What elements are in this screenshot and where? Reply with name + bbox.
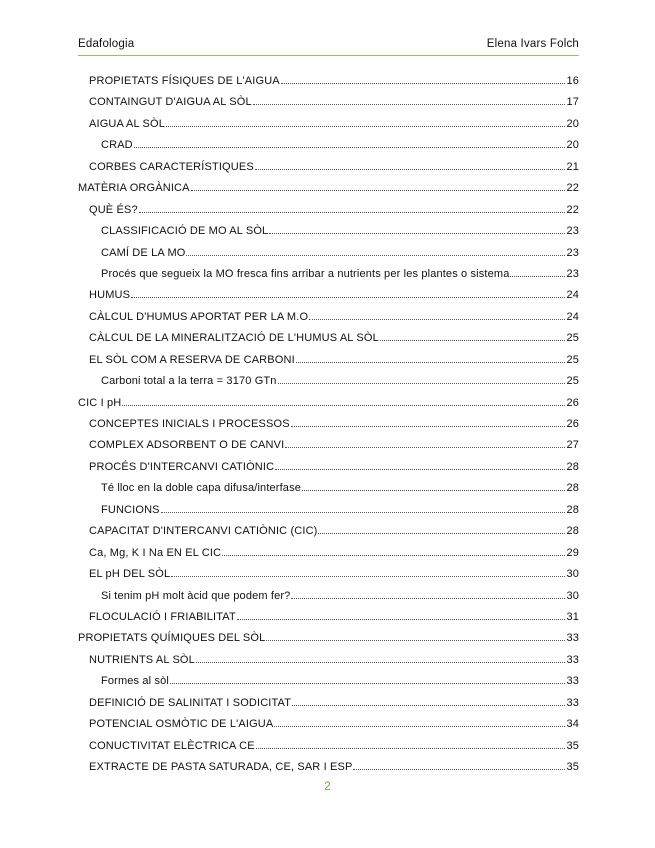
toc-entry-page[interactable]: 23 [566, 246, 579, 259]
toc-entry[interactable] [78, 481, 579, 502]
toc-entry[interactable] [78, 181, 579, 202]
toc-dot-leader [312, 310, 565, 320]
toc-entry-title[interactable]: NUTRIENTS AL SÒL [89, 653, 195, 666]
toc-entry-title[interactable]: CLASSIFICACIÓ DE MO AL SÒL [101, 225, 269, 238]
toc-dot-leader [292, 696, 565, 706]
toc-entry[interactable] [78, 739, 579, 760]
toc-entry[interactable] [78, 417, 579, 438]
toc-entry-page[interactable]: 24 [566, 310, 579, 323]
toc-dot-leader [281, 74, 566, 84]
toc-dot-leader [255, 160, 566, 170]
toc-entry-page[interactable]: 28 [566, 460, 579, 473]
toc-dot-leader [186, 246, 565, 256]
toc-dot-leader [278, 374, 566, 384]
toc-entry[interactable] [78, 631, 579, 652]
toc-entry[interactable] [78, 717, 579, 738]
toc-entry-title[interactable]: POTENCIAL OSMÒTIC DE L'AIGUA [89, 718, 274, 731]
toc-entry[interactable] [78, 203, 579, 224]
toc-entry-title[interactable]: Si tenim pH molt àcid que podem fer? [101, 589, 291, 602]
toc-dot-leader [510, 267, 565, 277]
toc-entry[interactable] [78, 267, 579, 288]
toc-entry-title[interactable]: PROCÉS D'INTERCANVI CATIÒNIC [89, 460, 275, 473]
toc-entry-title[interactable]: Té lloc en la doble capa difusa/interfase [101, 482, 301, 495]
toc-entry-page[interactable]: 29 [566, 546, 579, 559]
toc-entry-title[interactable]: DEFINICIÓ DE SALINITAT I SODICITAT [89, 696, 292, 709]
toc-entry-title[interactable]: PROPIETATS FÍSIQUES DE L'AIGUA [89, 75, 280, 87]
toc-entry[interactable] [78, 524, 579, 545]
toc-entry[interactable] [78, 396, 579, 417]
toc-entry-title[interactable]: CÀLCUL DE LA MINERALITZACIÓ DE L'HUMUS AL SÒL [89, 332, 379, 345]
header-author: Elena Ivars Folch [486, 38, 579, 50]
toc-entry[interactable] [78, 546, 579, 567]
toc-dot-leader [266, 631, 565, 641]
toc-entry-page[interactable]: 25 [566, 353, 579, 366]
toc-entry[interactable] [78, 760, 579, 781]
toc-entry-title[interactable]: QUÈ ÉS? [89, 203, 138, 216]
toc-dot-leader [269, 224, 565, 234]
toc-entry[interactable] [78, 74, 579, 95]
toc-entry[interactable] [78, 503, 579, 524]
toc-dot-leader [237, 610, 566, 620]
header-divider [78, 55, 579, 56]
toc-entry-page[interactable]: 23 [566, 267, 579, 280]
toc-dot-leader [222, 546, 565, 556]
toc-dot-leader [291, 417, 566, 427]
toc-dot-leader [296, 353, 566, 363]
table-of-contents [78, 74, 579, 781]
toc-entry-title[interactable]: CÀLCUL D'HUMUS APORTAT PER LA M.O. [89, 310, 312, 323]
toc-entry-title[interactable]: FUNCIONS [101, 503, 160, 516]
toc-entry-page[interactable]: 23 [566, 225, 579, 238]
toc-entry-title[interactable]: MATÈRIA ORGÀNICA [78, 182, 190, 195]
toc-dot-leader [166, 117, 565, 127]
toc-dot-leader [256, 739, 566, 749]
toc-entry-title[interactable]: COMPLEX ADSORBENT O DE CANVI [89, 439, 285, 452]
toc-entry[interactable] [78, 674, 579, 695]
toc-entry-page[interactable]: 31 [566, 610, 579, 623]
toc-dot-leader [139, 203, 566, 213]
toc-entry[interactable] [78, 567, 579, 588]
toc-dot-leader [274, 717, 565, 727]
toc-entry-title[interactable]: HUMUS [89, 289, 131, 302]
toc-dot-leader [318, 524, 565, 534]
toc-dot-leader [353, 760, 565, 770]
toc-entry-page[interactable]: 30 [566, 589, 579, 602]
toc-entry-page[interactable]: 28 [566, 503, 579, 516]
toc-entry[interactable] [78, 589, 579, 610]
toc-entry-title[interactable]: CONTAINGUT D'AIGUA AL SÒL [89, 96, 252, 109]
toc-dot-leader [191, 181, 566, 191]
toc-entry-title[interactable]: FLOCULACIÓ I FRIABILITAT [89, 610, 236, 623]
toc-entry-title[interactable]: CRAD [101, 139, 133, 152]
toc-entry-page[interactable]: 26 [566, 418, 579, 430]
toc-entry[interactable] [78, 653, 579, 674]
toc-entry-page[interactable]: 35 [566, 739, 579, 752]
toc-entry-page[interactable]: 16 [566, 75, 579, 87]
toc-entry-page[interactable]: 22 [566, 203, 579, 216]
toc-entry-title[interactable]: CONUCTIVITAT ELÈCTRICA CE [89, 739, 255, 752]
toc-dot-leader [131, 288, 565, 298]
toc-entry-title[interactable]: CONCEPTES INICIALS I PROCESSOS [89, 418, 290, 430]
header-left-title: Edafologia [78, 38, 135, 50]
toc-entry-page[interactable]: 20 [566, 117, 579, 130]
toc-entry-page[interactable]: 34 [566, 718, 579, 731]
toc-entry-page[interactable]: 22 [566, 182, 579, 195]
toc-entry-page[interactable]: 30 [566, 568, 579, 581]
toc-entry[interactable] [78, 95, 579, 116]
toc-entry-page[interactable]: 35 [566, 761, 579, 773]
toc-entry-page[interactable]: 26 [566, 396, 579, 409]
toc-entry-page[interactable]: 25 [566, 375, 579, 388]
toc-entry[interactable] [78, 310, 579, 331]
toc-entry[interactable] [78, 138, 579, 159]
toc-dot-leader [291, 589, 565, 599]
toc-entry-title[interactable]: AIGUA AL SÒL [89, 117, 165, 130]
toc-entry-title[interactable]: Ca, Mg, K I Na EN EL CIC [89, 546, 222, 559]
toc-entry-title[interactable]: CORBES CARACTERÍSTIQUES [89, 160, 254, 173]
toc-entry[interactable] [78, 374, 579, 395]
toc-entry-title[interactable]: Procés que segueix la MO fresca fins arribar a nutrients per les plantes o sistema [101, 267, 510, 280]
toc-entry-title[interactable]: Carboni total a la terra = 3170 GTn [101, 375, 277, 388]
toc-dot-leader [161, 503, 566, 513]
toc-dot-leader [171, 567, 565, 577]
toc-entry-title[interactable]: CAMÍ DE LA MO [101, 246, 186, 259]
toc-entry[interactable] [78, 246, 579, 267]
toc-entry-page[interactable]: 33 [566, 632, 579, 645]
toc-entry-title[interactable]: EXTRACTE DE PASTA SATURADA, CE, SAR I ESP [89, 761, 353, 773]
toc-entry-page[interactable]: 20 [566, 139, 579, 152]
toc-entry[interactable] [78, 460, 579, 481]
toc-entry[interactable] [78, 438, 579, 459]
page-number: 2 [324, 781, 331, 793]
toc-entry-page[interactable]: 24 [566, 289, 579, 302]
toc-entry-title[interactable]: EL SÒL COM A RESERVA DE CARBONI [89, 353, 295, 366]
toc-entry[interactable] [78, 696, 579, 717]
toc-entry[interactable] [78, 288, 579, 309]
toc-entry[interactable] [78, 353, 579, 374]
toc-entry-title[interactable]: CAPACITAT D'INTERCANVI CATIÒNIC (CIC) [89, 525, 318, 538]
toc-entry-page[interactable]: 28 [566, 525, 579, 538]
toc-entry-page[interactable]: 27 [566, 439, 579, 452]
toc-entry-page[interactable]: 33 [566, 653, 579, 666]
toc-dot-leader [285, 438, 565, 448]
toc-entry-page[interactable]: 17 [566, 96, 579, 109]
toc-dot-leader [380, 331, 566, 341]
toc-dot-leader [134, 138, 566, 148]
toc-entry-page[interactable]: 25 [566, 332, 579, 345]
toc-dot-leader [122, 396, 565, 406]
page-header [78, 38, 579, 54]
toc-entry-page[interactable]: 21 [566, 160, 579, 173]
toc-dot-leader [196, 653, 566, 663]
toc-entry[interactable] [78, 117, 579, 138]
toc-entry[interactable] [78, 160, 579, 181]
toc-entry-page[interactable]: 33 [566, 696, 579, 709]
toc-entry-title[interactable]: EL pH DEL SÒL [89, 568, 171, 581]
toc-entry[interactable] [78, 331, 579, 352]
toc-entry-title[interactable]: CIC I pH [78, 396, 122, 409]
toc-entry[interactable] [78, 610, 579, 631]
toc-dot-leader [302, 481, 565, 491]
toc-dot-leader [253, 95, 566, 105]
toc-dot-leader [170, 674, 565, 684]
toc-entry[interactable] [78, 224, 579, 245]
toc-dot-leader [275, 460, 565, 470]
toc-entry-page[interactable]: 33 [566, 675, 579, 688]
toc-entry-title[interactable]: PROPIETATS QUÍMIQUES DEL SÒL [78, 632, 266, 645]
toc-entry-title[interactable]: Formes al sòl [101, 675, 169, 688]
toc-entry-page[interactable]: 28 [566, 482, 579, 495]
